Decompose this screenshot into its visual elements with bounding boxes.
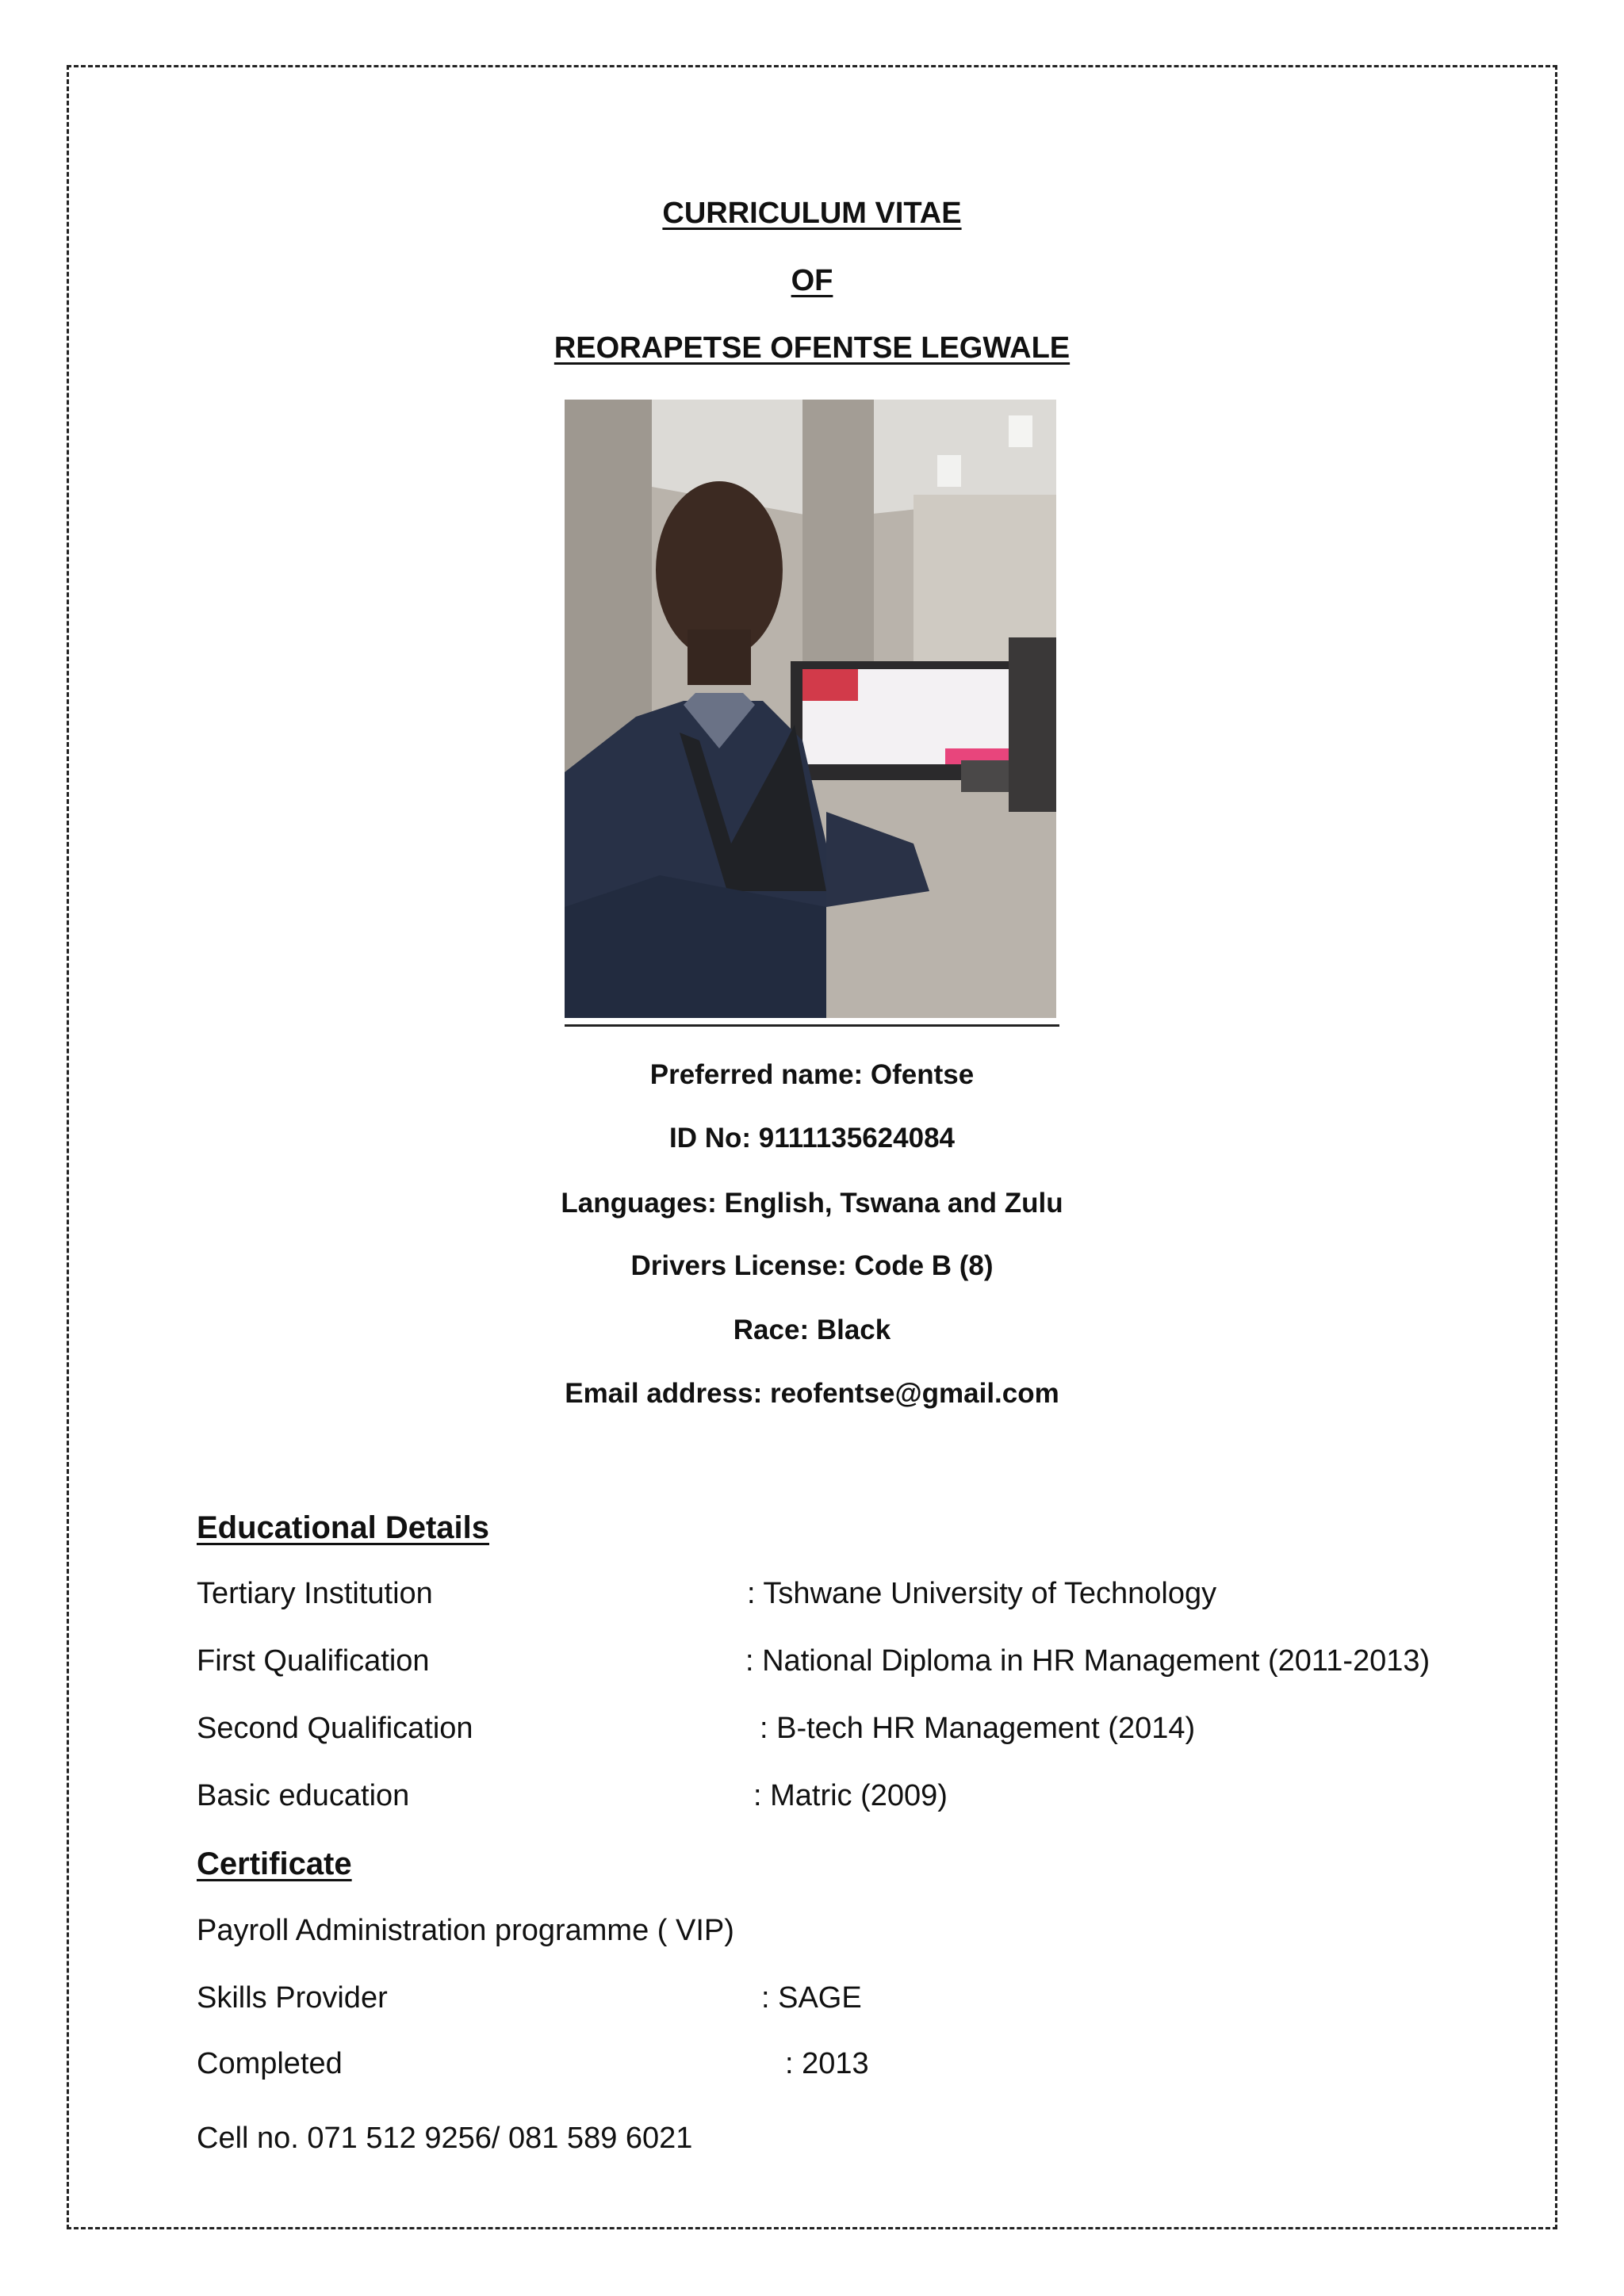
cell-number: Cell no. 071 512 9256/ 081 589 6021 xyxy=(197,2122,693,2155)
drivers-license: Drivers License: Code B (8) xyxy=(630,1250,994,1281)
educational-details-heading: Educational Details xyxy=(197,1510,489,1545)
cv-title-of: OF xyxy=(791,264,833,297)
certificate-heading: Certificate xyxy=(197,1846,352,1881)
certificate-row-value: : SAGE xyxy=(761,1981,862,2015)
education-row-value: : National Diploma in HR Management (2011-2013) xyxy=(745,1644,1431,1678)
certificate-row-label: Completed xyxy=(197,2047,343,2080)
education-row-value: : Matric (2009) xyxy=(753,1779,948,1812)
education-row-value: : B-tech HR Management (2014) xyxy=(760,1712,1196,1745)
cv-title: CURRICULUM VITAE xyxy=(662,197,962,230)
photo-underline xyxy=(565,1024,1059,1027)
certificate-programme: Payroll Administration programme ( VIP) xyxy=(197,1914,734,1947)
id-number: ID No: 9111135624084 xyxy=(668,1123,955,1154)
education-row-value: : Tshwane University of Technology xyxy=(747,1577,1217,1610)
certificate-row-label: Skills Provider xyxy=(197,1981,388,2015)
preferred-name: Preferred name: Ofentse xyxy=(649,1059,975,1090)
certificate-row-value: : 2013 xyxy=(785,2047,869,2080)
education-row-label: First Qualification xyxy=(197,1644,430,1678)
education-row-label: Tertiary Institution xyxy=(197,1577,433,1610)
education-row-label: Basic education xyxy=(197,1779,410,1812)
profile-photo xyxy=(565,400,1056,1018)
email-address: Email address: reofentse@gmail.com xyxy=(565,1378,1059,1409)
education-row-label: Second Qualification xyxy=(197,1712,473,1745)
languages: Languages: English, Tswana and Zulu xyxy=(561,1188,1063,1219)
cv-candidate-name: REORAPETSE OFENTSE LEGWALE xyxy=(553,331,1071,365)
race: Race: Black xyxy=(733,1314,891,1345)
